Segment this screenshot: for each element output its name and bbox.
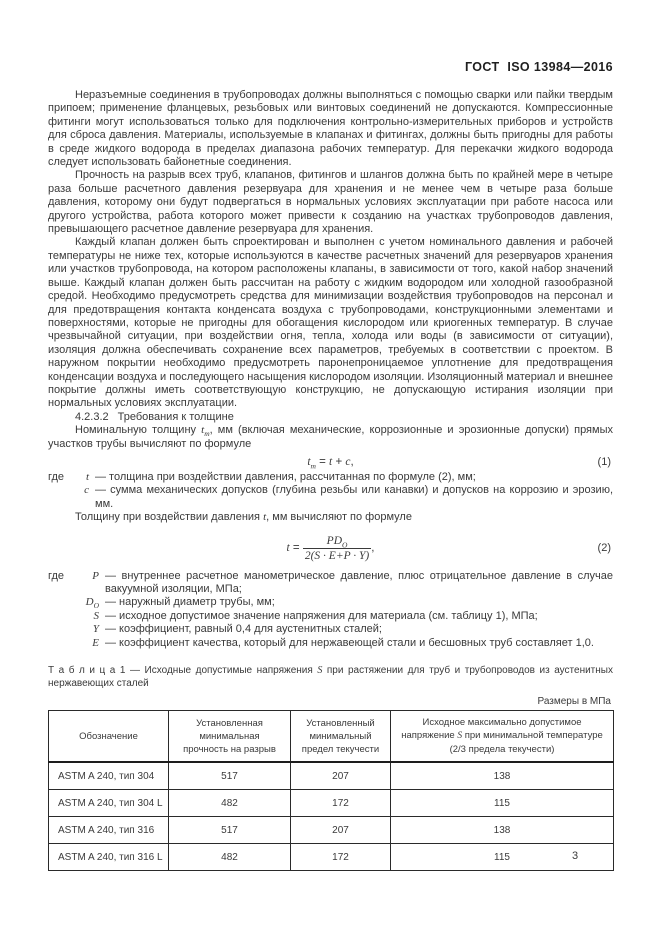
cell-yield: 207 [291, 817, 391, 844]
header-text: Исходное максимально допустимое напряжение [401, 717, 582, 742]
cell-stress: 115 [391, 844, 614, 871]
def-var: P [92, 569, 99, 582]
def-text: — внутреннее расчетное манометрическое давление, плюс отрицательное давление в случае вакуумной изоляции, МПа; [105, 569, 613, 595]
var-t: t [286, 542, 290, 555]
def-var: D [85, 596, 94, 609]
col-header-min-yield-strength: Установленный минимальный предел текучести [291, 711, 391, 763]
definition-Y [48, 623, 613, 636]
fraction [303, 535, 371, 562]
table-caption-label: Т а б л и ц а 1 — [48, 665, 145, 677]
header-text-post: при минимальной температуре (2/3 предела текучести) [449, 730, 603, 756]
cell-designation: ASTM A 240, тип 316 [49, 817, 169, 844]
paragraph-welded-joints: Неразъемные соединения в трубопроводах должны выполняться с помощью сварки или пайки твердым припоем; применение фланцевых, резьбовых или винтовых соединений не допускаются. Компрессионные фитинги могут использоваться только для подключения контрольно-измерительных приборов и устройств для сброса давления. Материалы, используемые в клапанах и фитингах, должны быть пригодны для работы в среде жидкого водорода в пределах диапазона рабочих температур. Для перекачки жидкого водорода следует использовать байонетные соединения. [48, 89, 613, 169]
def-var: E [92, 636, 99, 649]
var-t: t [263, 511, 267, 524]
def-var: c [84, 484, 89, 497]
formula-1-definitions [48, 471, 613, 511]
cell-burst: 482 [169, 790, 291, 817]
cell-designation: ASTM A 240, тип 304 [49, 762, 169, 790]
where-label: где [48, 569, 65, 582]
intro-text-post: , мм вычисляют по формуле [266, 511, 412, 524]
fraction-denominator: 2(S · E+P · Y) [304, 549, 370, 562]
cell-stress: 115 [391, 790, 614, 817]
var-t: t [307, 455, 311, 468]
plus-sign: + [332, 455, 346, 468]
formula-1 [48, 455, 613, 471]
def-var: S [93, 609, 99, 622]
formula-1-intro [48, 424, 613, 451]
formula-2 [48, 535, 613, 562]
var-tm: t [201, 424, 205, 437]
definition-P [48, 570, 613, 597]
cell-burst: 517 [169, 817, 291, 844]
where-label: где [48, 470, 65, 483]
var-t-sub: m [310, 461, 316, 471]
col-header-designation: Обозначение [49, 711, 169, 763]
paragraph-valve-design: Каждый клапан должен быть спроектирован и выполнен с учетом номинального давления и рабочей температуры не ниже тех, которые используются в качестве расчетных значений для резервуаров хранения или участков трубопровода, на котором расположены клапаны, в зависимости от того, какой набор значений выше. Каждый клапан должен быть рассчитан на работу с жидким водородом или холодной газообразной средой. Необходимо предусмотреть средства для минимизации воздействия трубопроводов на персонал и для предотвращения контакта конденсата воздуха с трубопроводами, конструкционными элементами и поверхностями, которые не пригодны для обогащения кислородом или криогенных температур. В случае чрезвычайной ситуации, при воздействии огня, тепла, холода или воды (в зависимости от ситуации), изоляция должна обеспечивать сохранение всех параметров, требуемых в соответствии с проектом. В наружном покрытии необходимо предусмотреть паронепроницаемое уплотнение для предотвращения конденсации воздуха и последующего насыщения кислородом изоляции. Изоляционный материал и внешнее покрытие должны иметь соответствующую конструкцию, не допускающую истирания изоляции при нормальных условиях эксплуатации. [48, 236, 613, 410]
var-pdo-sub: O [342, 539, 348, 549]
paragraph-burst-strength: Прочность на разрыв всех труб, клапанов, фитингов и шлангов должна быть по крайней мере в четыре раза больше расчетного давления резервуара для хранения и не менее чем в четыре раза больше давления, которому они будут подвергаться в нормальных условиях эксплуатации при работе насоса или другого устройства, работа которого может привести к созданию на участках трубопроводов давления, превышающего расчетное давление резервуара для хранения. [48, 169, 613, 236]
table-row [49, 762, 614, 790]
table-row [49, 844, 614, 871]
cell-burst: 517 [169, 762, 291, 790]
doc-code-header: ГОСТ ISO 13984—2016 [464, 60, 613, 74]
comma: , [371, 542, 375, 555]
definition-c [48, 484, 613, 511]
cell-designation: ASTM A 240, тип 316 L [49, 844, 169, 871]
table-row [49, 817, 614, 844]
formula-1-number: (1) [597, 455, 611, 468]
table-caption-text: Исходные допустимые напряжения [144, 665, 318, 677]
definition-S [48, 610, 613, 623]
table-header-row [49, 711, 614, 763]
cell-designation: ASTM A 240, тип 304 L [49, 790, 169, 817]
fraction-numerator [303, 535, 371, 549]
def-text: — толщина при воздействии давления, рассчитанная по формуле (2), мм; [95, 470, 476, 483]
var-pdo: PD [326, 534, 343, 547]
comma: , [350, 455, 354, 468]
def-var: Y [92, 623, 99, 636]
cell-burst: 482 [169, 844, 291, 871]
def-text: — коэффициент, равный 0,4 для аустенитных сталей; [105, 623, 382, 636]
definition-Do [48, 596, 613, 609]
page-number: 3 [572, 850, 579, 862]
cell-yield: 172 [291, 790, 391, 817]
intro-text-post: , мм (включая механические, коррозионные и эрозионные допуски) прямых участков трубы вычисляют по формуле [48, 424, 613, 450]
var-S: S [457, 731, 463, 742]
section-number: 4.2.3.2 [75, 410, 109, 423]
def-text: — коэффициент качества, который для нержавеющей стали и бесшовных труб составляет 1,0. [105, 636, 594, 649]
section-heading [48, 411, 613, 424]
definition-t [48, 471, 613, 484]
formula-2-definitions [48, 570, 613, 650]
units-note: Размеры в МПа [537, 696, 611, 708]
def-var-sub: O [93, 601, 99, 611]
formula-2-number: (2) [597, 542, 611, 555]
cell-yield: 207 [291, 762, 391, 790]
equals-sign: = [315, 455, 330, 468]
equals-sign: = [289, 542, 303, 555]
table-row [49, 790, 614, 817]
def-text: — сумма механических допусков (глубина резьбы или канавки) и допусков на коррозию и эрозию, мм. [95, 484, 613, 510]
col-header-min-burst-strength: Установленная минимальная прочность на разрыв [169, 711, 291, 763]
formula-1-expression [307, 455, 354, 471]
cell-stress: 138 [391, 817, 614, 844]
table-1-caption [48, 664, 613, 690]
var-S: S [317, 665, 323, 677]
intro-text: Толщину при воздействии давления [75, 511, 264, 524]
def-var: t [85, 470, 89, 483]
definition-E [48, 637, 613, 650]
formula-2-intro [48, 511, 613, 524]
var-c: c [345, 455, 351, 468]
table-1 [48, 710, 614, 871]
table-caption-text-post: при растяжении для труб и трубопроводов из аустенитных нержавеющих сталей [48, 665, 613, 690]
col-header-max-allowable-stress [391, 711, 614, 763]
def-text: — исходное допустимое значение напряжения для материала (см. таблицу 1), МПа; [105, 609, 538, 622]
def-text: — наружный диаметр трубы, мм; [105, 596, 275, 609]
var-t2: t [329, 455, 333, 468]
section-title: Требования к толщине [117, 410, 234, 423]
var-tm-sub: m [204, 429, 210, 439]
cell-stress: 138 [391, 762, 614, 790]
intro-text: Номинальную толщину [75, 424, 202, 437]
cell-yield: 172 [291, 844, 391, 871]
